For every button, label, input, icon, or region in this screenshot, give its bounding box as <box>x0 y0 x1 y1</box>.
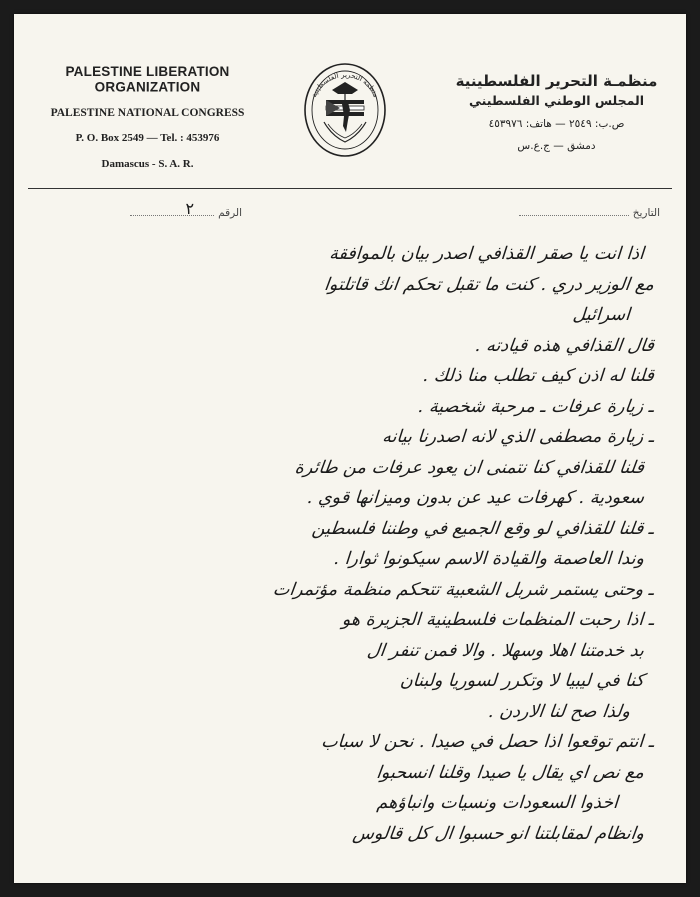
body-line: اذا انت يا صقر القذافي اصدر بيان بالموافقة <box>328 244 645 264</box>
letterhead-arabic <box>449 72 664 152</box>
letterhead-divider <box>28 188 672 189</box>
letterhead-english <box>30 64 265 170</box>
body-line: وندا العاصمة والقيادة الاسم سيكونوا ثوارا . <box>332 549 645 569</box>
body-line: ـ زيارة عرفات ـ مرحبة شخصية . <box>416 396 656 417</box>
date-label: التاريخ <box>632 207 660 219</box>
body-line: اخذوا السعودات ونسيات وانباؤهم <box>375 793 619 813</box>
number-dotted-line <box>130 199 214 218</box>
body-line: سعودية . كهرفات عيد عن بدون وميزانها قوي . <box>306 488 645 508</box>
body-line: مع نص اي يقال يا صيدا وقلنا انسحبوا <box>375 762 646 783</box>
body-line: قلنا للقذافي كنا نتمنى ان يعود عرفات من طائرة <box>293 457 646 478</box>
date-dotted-line <box>519 207 629 216</box>
org-name-en: PALESTINE LIBERATION ORGANIZATION <box>65 63 230 95</box>
body-line: قال القذافي هذه قيادته . <box>473 335 656 356</box>
body-line: مع الوزير دري . كنت ما تقبل تحكم انك قاتلتوا <box>323 274 656 295</box>
emblem-ring-text: منظمة التحرير الفلسطينية <box>310 70 380 99</box>
city-en: Damascus - S. A. R. <box>101 158 194 170</box>
plo-emblem-icon <box>302 60 388 158</box>
handwritten-body <box>52 239 658 849</box>
letter-page <box>14 14 686 883</box>
body-line: وانظام لمقابلتنا انو حسبوا ال كل قالوس <box>351 823 646 844</box>
congress-name-en: PALESTINE NATIONAL CONGRESS <box>50 107 245 119</box>
contact-info-en: P. O. Box 2549 — Tel. : 453976 <box>75 132 220 144</box>
body-line: ـ وحتى يستمر شربل الشعبية تتحكم منظمة مؤتمرات <box>271 579 656 600</box>
body-line: اسرائيل <box>571 305 631 325</box>
congress-name-ar: المجلس الوطني الفلسطيني <box>468 93 644 108</box>
body-line: ـ انتم توقعوا اذا حصل في صيدا . نحن لا سباب <box>320 732 655 752</box>
body-line: ـ اذا رحبت المنظمات فلسطينية الجزيرة هو <box>341 610 655 630</box>
body-line: ـ زيارة مصطفى الذي لانه اصدرنا بيانه <box>381 427 655 447</box>
body-line: ـ قلنا للقذافي لو وقع الجميع في وطننا فلسطين <box>310 518 656 539</box>
body-line: كنا في ليبيا لا وتكرر لسوريا ولبنان <box>399 671 645 691</box>
body-line: بد خدمتنا اهلا وسهلا . والا فمن تنفر ال <box>365 640 646 661</box>
org-name-ar: منظمـة التحرير الفلسطينية <box>455 72 658 90</box>
number-label: الرقم <box>218 207 242 219</box>
city-ar: دمشق — ج.ع.س <box>517 140 596 152</box>
body-line: ولذا صح لنا الاردن . <box>487 701 632 722</box>
number-field <box>130 199 242 219</box>
contact-info-ar: ص.ب: ٢٥٤٩ — هاتف: ٤٥٣٩٧٦ <box>488 118 625 130</box>
number-value: ٢ <box>185 199 195 218</box>
date-field <box>519 207 660 219</box>
body-line: قلنا له اذن كيف تطلب منا ذلك . <box>422 366 655 386</box>
